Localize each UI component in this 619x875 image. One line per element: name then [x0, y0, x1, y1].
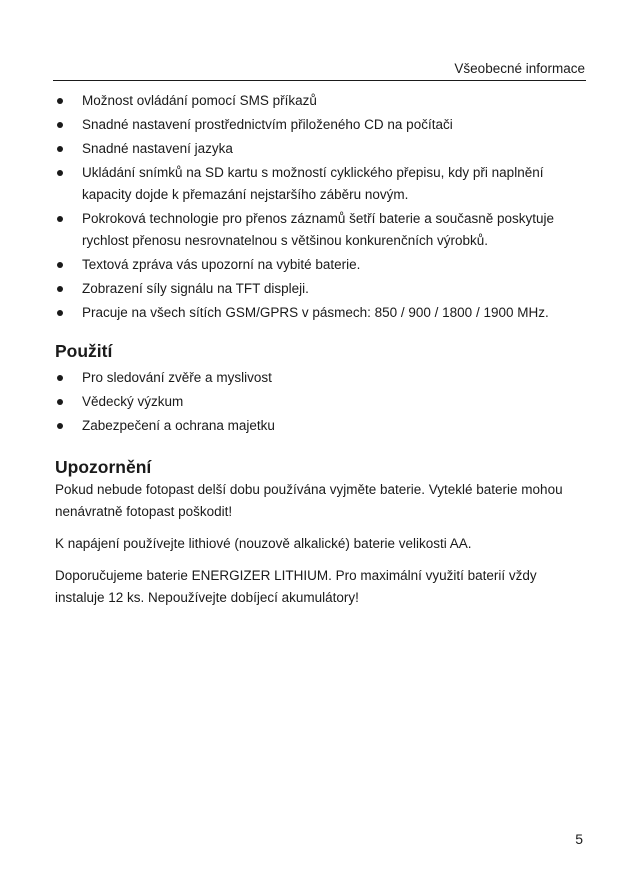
warning-paragraph: Pokud nebude fotopast delší dobu používána vyjměte baterie. Vyteklé baterie mohou nenávratně fotopast poškodit! [55, 482, 563, 519]
bullet-icon [57, 170, 63, 176]
warning-paragraph: K napájení používejte lithiové (nouzově alkalické) baterie velikosti AA. [55, 536, 472, 551]
list-item: Zabezpečení a ochrana majetku [55, 415, 586, 437]
usage-heading: Použití [55, 341, 113, 361]
bullet-icon [57, 216, 63, 222]
list-item: Možnost ovládání pomocí SMS příkazů [55, 90, 586, 112]
list-item: Textová zpráva vás upozorní na vybité baterie. [55, 254, 586, 276]
list-item: Snadné nastavení prostřednictvím přiloženého CD na počítači [55, 114, 586, 136]
bullet-icon [57, 399, 63, 405]
bullet-icon [57, 98, 63, 104]
warning-paragraph: Doporučujeme baterie ENERGIZER LITHIUM. Pro maximální využití baterií vždy instaluje 12 ks. Nepoužívejte dobíjecí akumulátory! [55, 568, 537, 605]
bullet-icon [57, 310, 63, 316]
bullet-icon [57, 146, 63, 152]
list-item: Pokroková technologie pro přenos záznamů šetří baterie a současně poskytuje rychlost přenosu nesrovnatelnou s většinou konkurenčních výrobků. [55, 208, 586, 252]
list-item: Snadné nastavení jazyka [55, 138, 586, 160]
list-item: Ukládání snímků na SD kartu s možností cyklického přepisu, kdy při naplnění kapacity dojde k přemazání nejstaršího záběru novým. [55, 162, 586, 206]
features-list [55, 90, 586, 324]
bullet-icon [57, 286, 63, 292]
bullet-icon [57, 122, 63, 128]
running-header: Všeobecné informace [454, 61, 585, 76]
header-divider [53, 80, 586, 81]
bullet-icon [57, 375, 63, 381]
list-item: Vědecký výzkum [55, 391, 586, 413]
warning-heading: Upozornění [55, 457, 152, 477]
page-number: 5 [575, 831, 583, 847]
bullet-icon [57, 262, 63, 268]
list-item: Pro sledování zvěře a myslivost [55, 367, 586, 389]
bullet-icon [57, 423, 63, 429]
page-content [55, 90, 586, 619]
usage-list [55, 367, 586, 437]
list-item: Zobrazení síly signálu na TFT displeji. [55, 278, 586, 300]
list-item: Pracuje na všech sítích GSM/GPRS v pásmech: 850 / 900 / 1800 / 1900 MHz. [55, 302, 586, 324]
